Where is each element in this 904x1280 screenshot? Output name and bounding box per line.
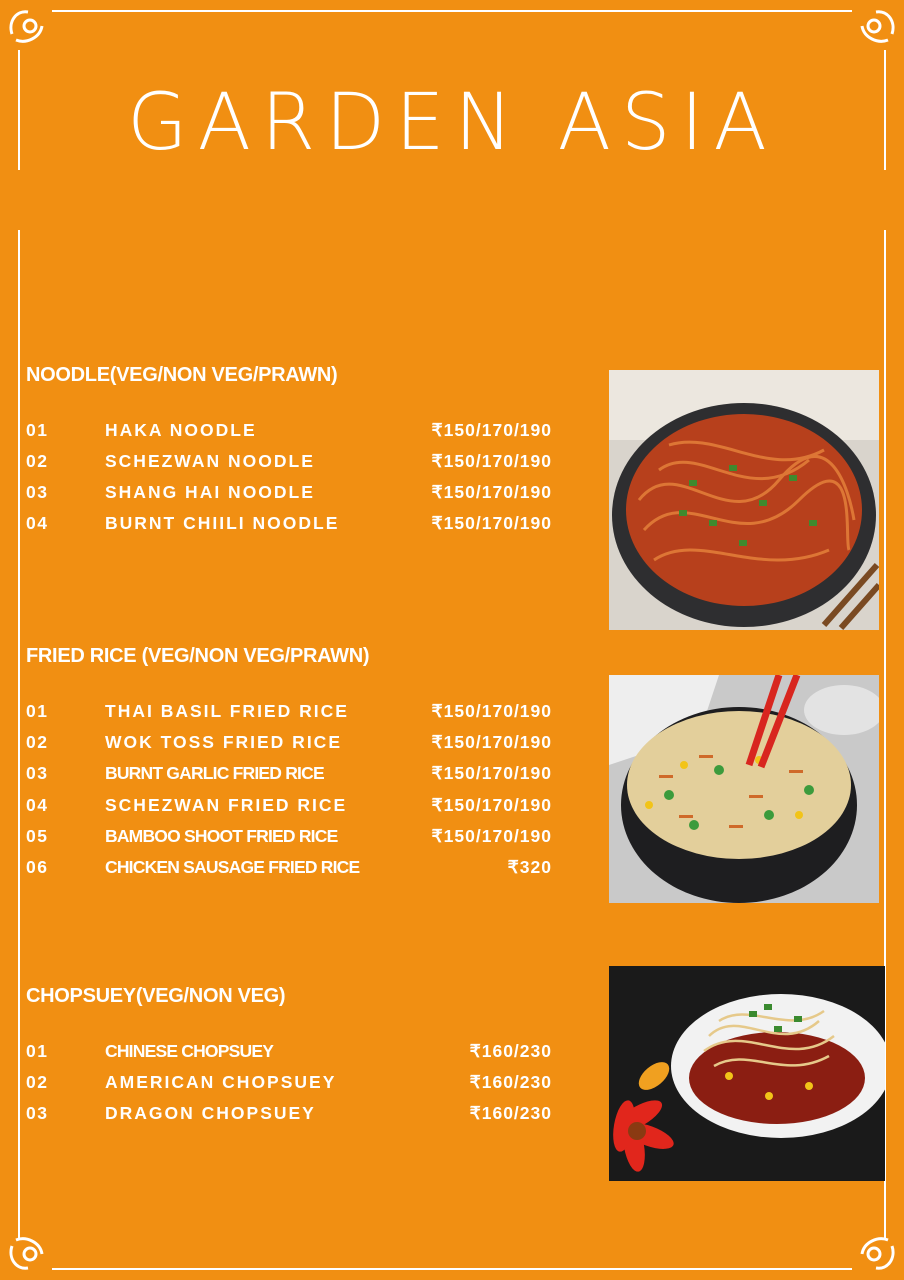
item-price: ₹150/170/190	[431, 763, 552, 783]
item-number: 01	[26, 1041, 49, 1061]
noodle-bowl-photo	[609, 370, 879, 630]
item-name: BURNT CHIILI NOODLE	[105, 513, 340, 533]
item-name: THAI BASIL FRIED RICE	[105, 701, 349, 721]
item-number: 02	[26, 732, 49, 752]
item-price: ₹150/170/190	[431, 795, 552, 815]
item-price: ₹150/170/190	[431, 420, 552, 440]
item-name: SCHEZWAN NOODLE	[105, 451, 315, 471]
item-name: BAMBOO SHOOT FRIED RICE	[105, 826, 338, 846]
section-heading-chopsuey: CHOPSUEY(VEG/NON VEG)	[26, 985, 286, 1007]
border-top	[52, 10, 852, 12]
item-price: ₹160/230	[469, 1041, 552, 1061]
border-bottom	[52, 1268, 852, 1270]
item-number: 02	[26, 451, 49, 471]
item-number: 01	[26, 420, 49, 440]
item-price: ₹150/170/190	[431, 482, 552, 502]
item-number: 04	[26, 513, 49, 533]
item-name: BURNT GARLIC FRIED RICE	[105, 763, 324, 783]
corner-ornament-top-left-icon	[6, 4, 50, 48]
item-number: 04	[26, 795, 49, 815]
fried-rice-bowl-photo	[609, 675, 879, 903]
item-price: ₹150/170/190	[431, 451, 552, 471]
item-name: CHICKEN SAUSAGE FRIED RICE	[105, 857, 360, 877]
item-name: SHANG HAI NOODLE	[105, 482, 315, 502]
item-price: ₹150/170/190	[431, 513, 552, 533]
item-name: SCHEZWAN FRIED RICE	[105, 795, 348, 815]
item-price: ₹150/170/190	[431, 826, 552, 846]
item-number: 05	[26, 826, 49, 846]
item-name: HAKA NOODLE	[105, 420, 257, 440]
restaurant-title: GARDEN ASIA	[127, 78, 777, 168]
item-number: 06	[26, 857, 49, 877]
item-number: 03	[26, 1103, 49, 1123]
section-heading-noodle: NOODLE(VEG/NON VEG/PRAWN)	[26, 364, 338, 386]
item-price: ₹160/230	[469, 1072, 552, 1092]
item-price: ₹150/170/190	[431, 701, 552, 721]
corner-ornament-bottom-left-icon	[6, 1232, 50, 1276]
item-price: ₹150/170/190	[431, 732, 552, 752]
item-price: ₹320	[507, 857, 552, 877]
item-name: AMERICAN CHOPSUEY	[105, 1072, 337, 1092]
item-number: 01	[26, 701, 49, 721]
chopsuey-plate-photo	[609, 966, 885, 1181]
corner-ornament-bottom-right-icon	[854, 1232, 898, 1276]
item-number: 03	[26, 482, 49, 502]
item-number: 02	[26, 1072, 49, 1092]
item-name: DRAGON CHOPSUEY	[105, 1103, 316, 1123]
section-heading-fried-rice: FRIED RICE (VEG/NON VEG/PRAWN)	[26, 645, 370, 667]
item-name: WOK TOSS FRIED RICE	[105, 732, 342, 752]
item-name: CHINESE CHOPSUEY	[105, 1041, 274, 1061]
item-price: ₹160/230	[469, 1103, 552, 1123]
item-number: 03	[26, 763, 49, 783]
corner-ornament-top-right-icon	[854, 4, 898, 48]
